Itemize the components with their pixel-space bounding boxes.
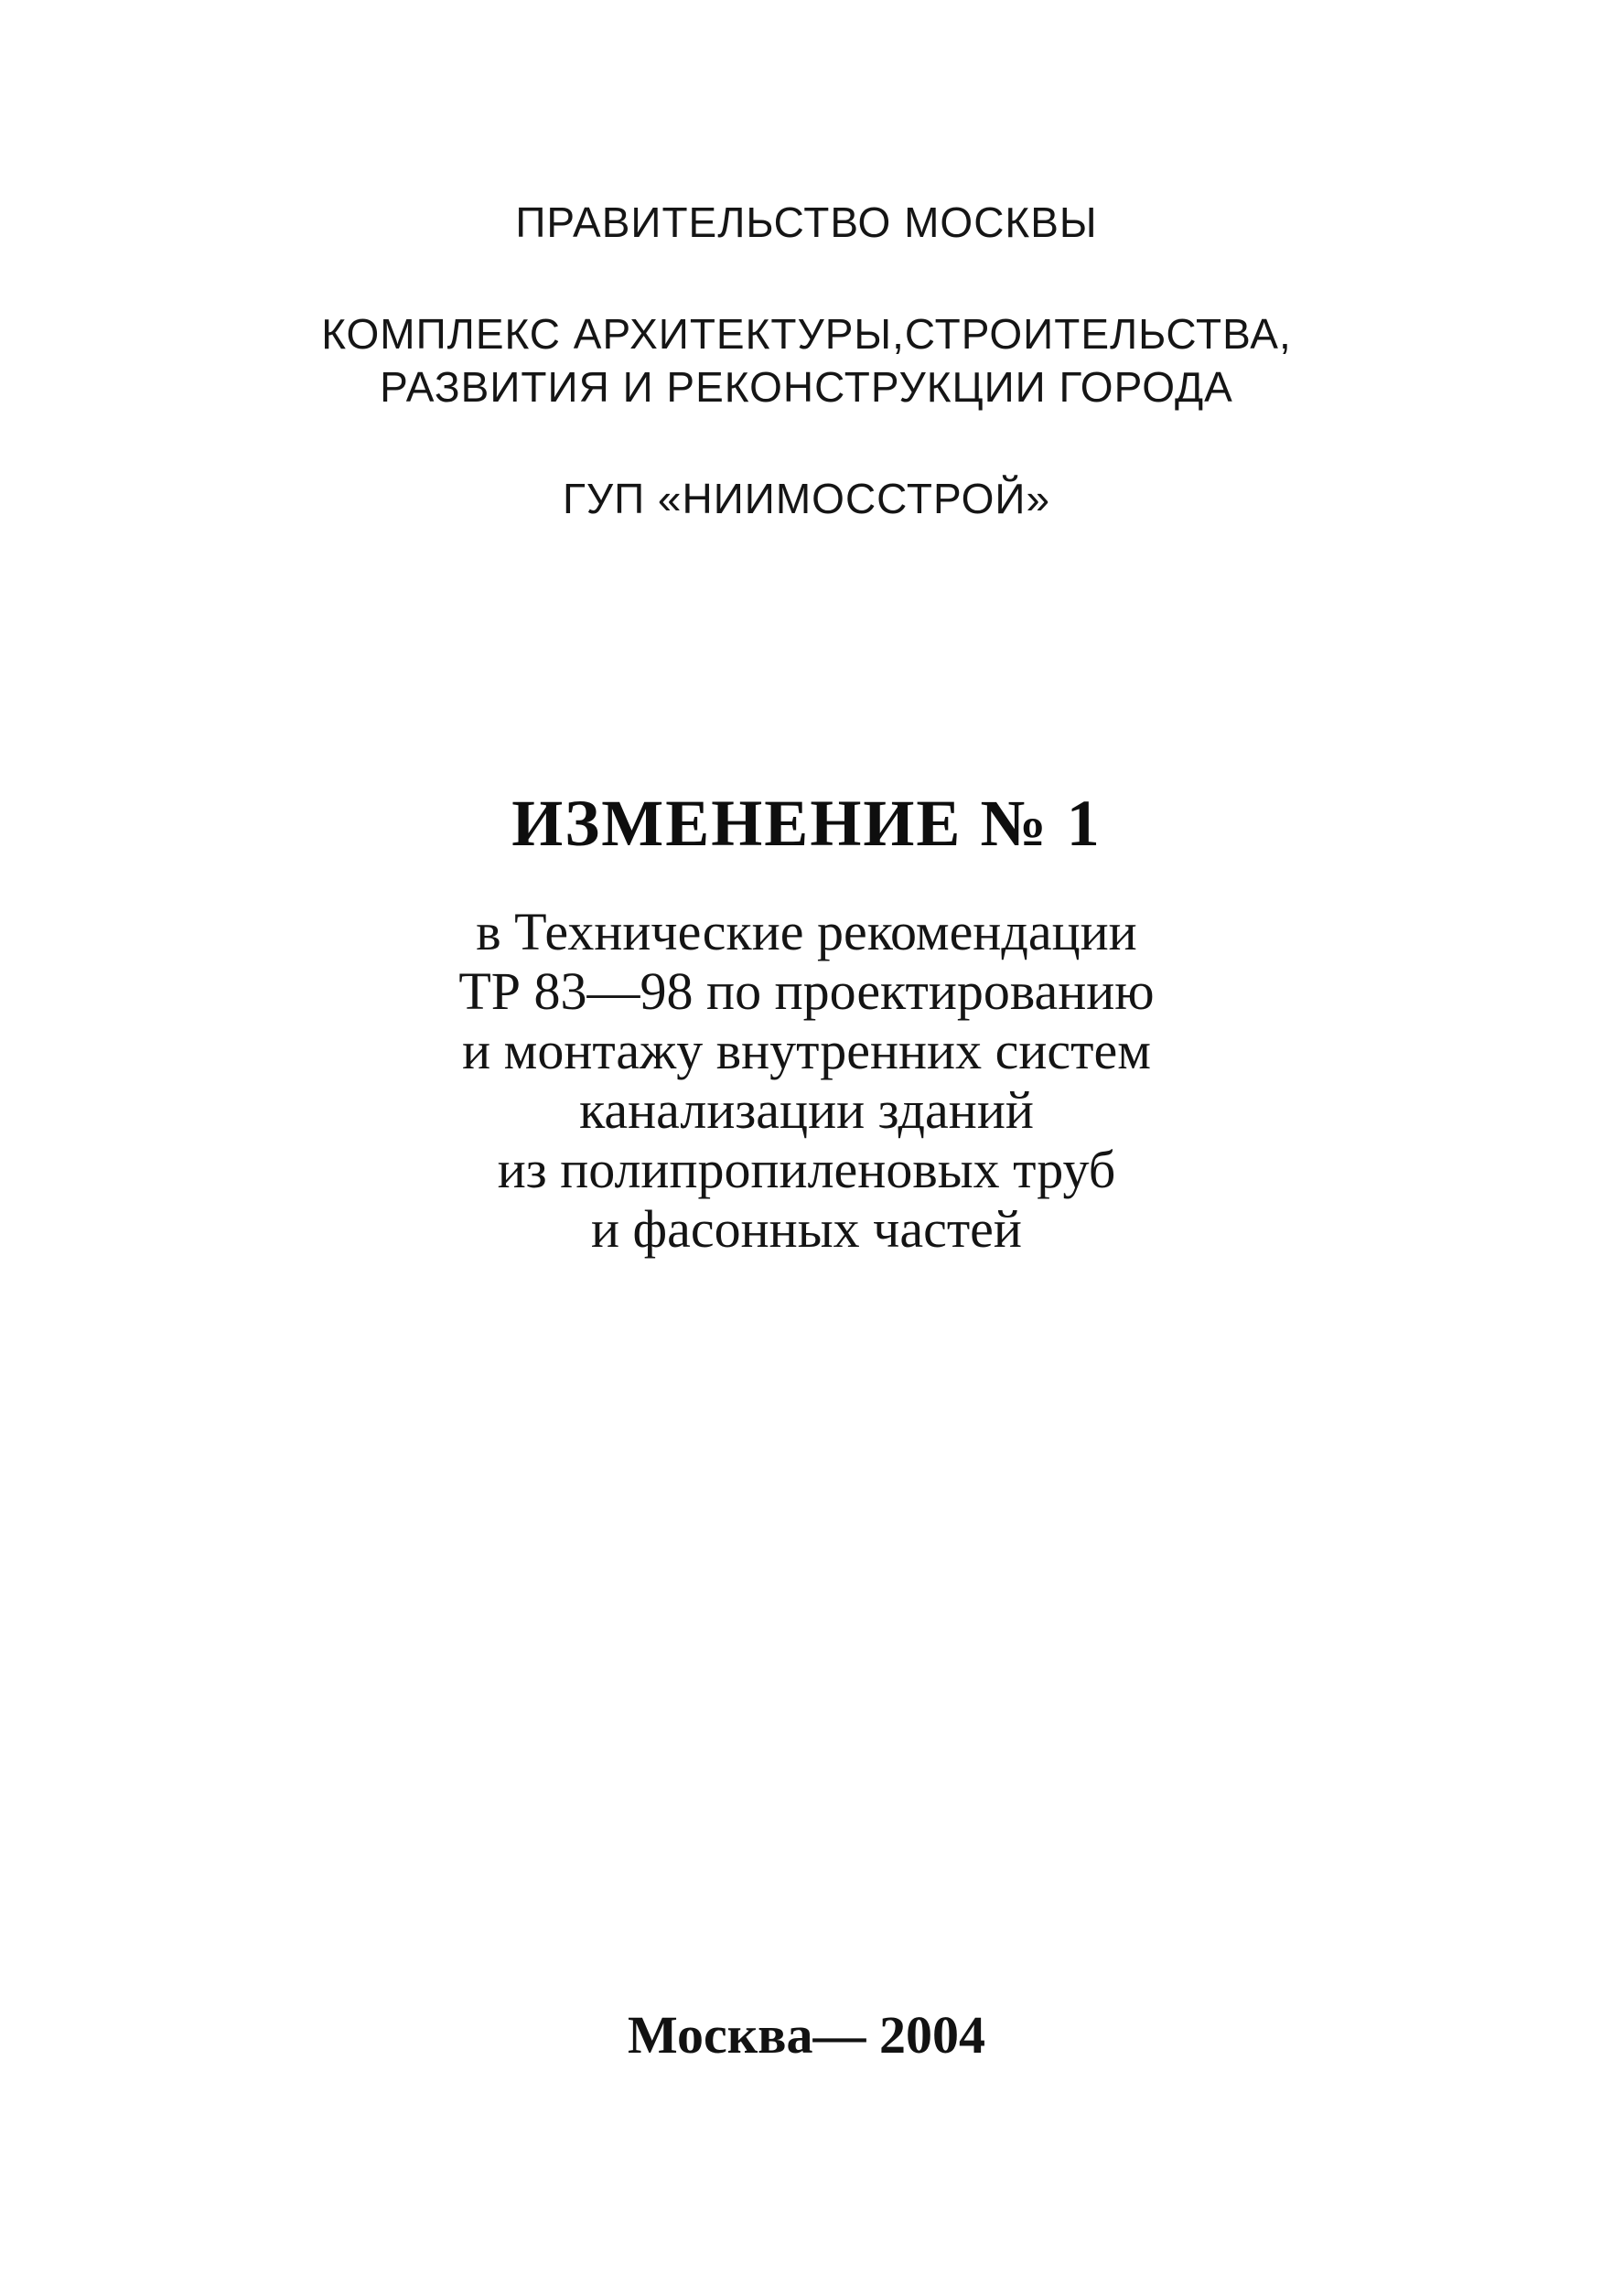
subtitle-line-2: ТР 83—98 по проектированию xyxy=(458,961,1155,1021)
place-and-year: Москва— 2004 xyxy=(628,2005,985,2065)
subtitle-line-3: и монтажу внутренних систем xyxy=(462,1021,1151,1080)
complex-heading-line-2: РАЗВИТИЯ И РЕКОНСТРУКЦИИ ГОРОДА xyxy=(380,363,1233,411)
subtitle-line-6: и фасонных частей xyxy=(591,1199,1022,1259)
document-title: ИЗМЕНЕНИЕ № 1 xyxy=(511,787,1102,860)
subtitle-line-4: канализации зданий xyxy=(579,1080,1034,1140)
subtitle-line-5: из полипропиленовых труб xyxy=(497,1140,1116,1199)
organization-heading: ГУП «НИИМОССТРОЙ» xyxy=(562,475,1051,522)
government-heading: ПРАВИТЕЛЬСТВО МОСКВЫ xyxy=(515,198,1098,246)
complex-heading-line-1: КОМПЛЕКС АРХИТЕКТУРЫ,СТРОИТЕЛЬСТВА, xyxy=(321,310,1292,358)
subtitle-line-1: в Технические рекомендации xyxy=(476,902,1137,961)
